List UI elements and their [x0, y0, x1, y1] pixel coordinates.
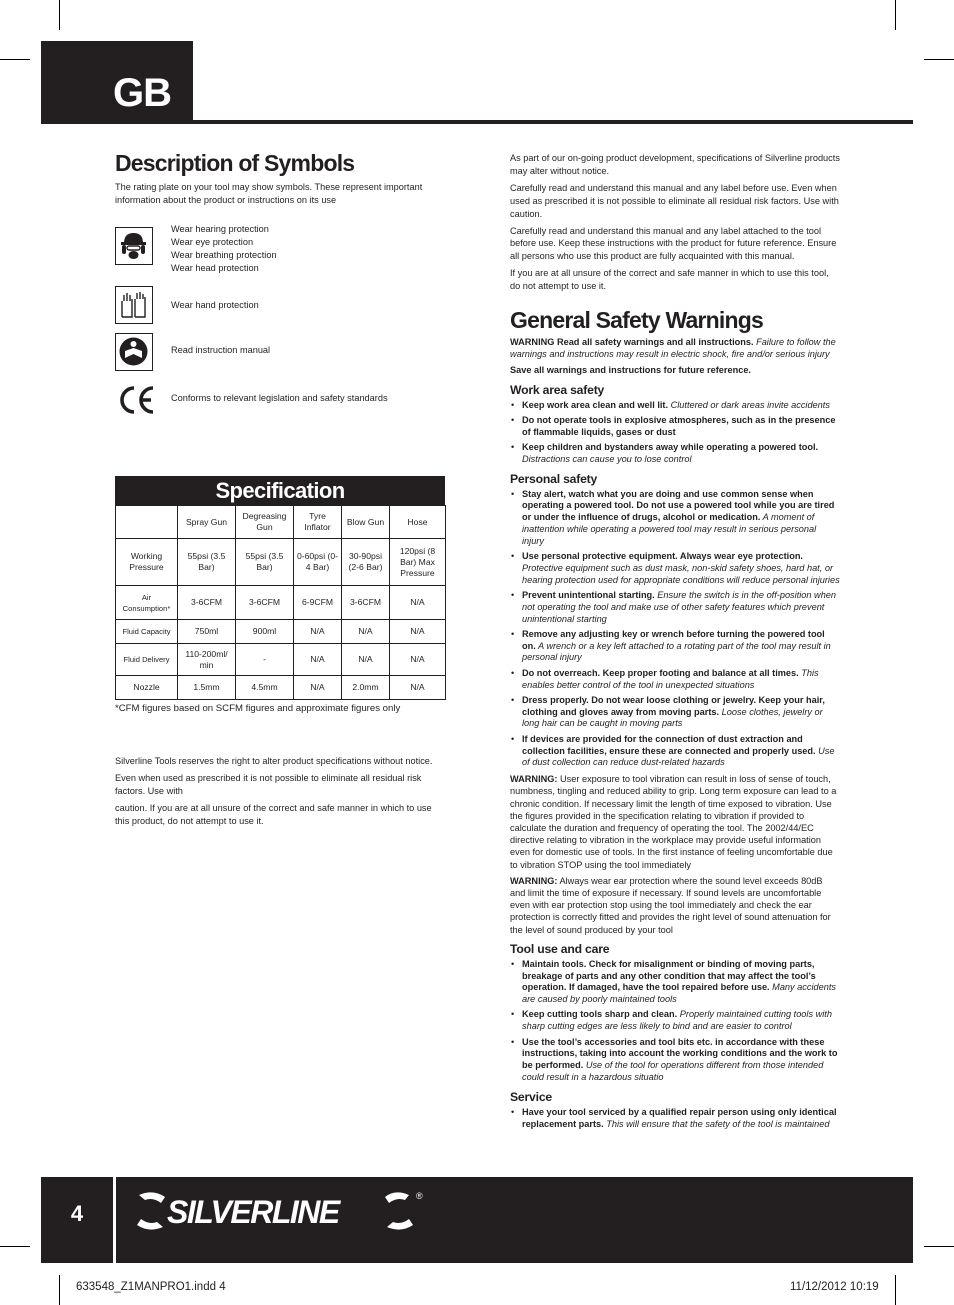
header-rule [41, 120, 913, 124]
crop-mark [895, 0, 896, 30]
print-slug-date: 11/12/2012 10:19 [790, 1281, 879, 1293]
row-label: Fluid Delivery [116, 644, 178, 676]
list-item: • Prevent unintentional starting. Ensure the switch is in the off-position when not operating the tool and make use of other safety features which prevent unintentional starting [510, 590, 840, 625]
row-label: Air Consumption* [116, 586, 178, 620]
vibration-warning: WARNING: User exposure to tool vibration can result in loss of sense of touch, numbness, tingling and reduced ability to grip. Long term exposure can lead to a chronic condition. If necessary limit the length of time exposed to vibration. Use the figures provided in the specification relating to vibration if provided to calculate the duration and frequency of operating the tool. The 2002/44/EC directive relating to vibration in the workplace may provide useful information even for domestic use of tools. In the first instance of feeling uncomfortable due to vibration STOP using the tool immediately [510, 774, 837, 870]
table-cell: N/A [390, 644, 446, 676]
table-cell: - [236, 644, 294, 676]
personal-safety-list [510, 489, 840, 770]
table-row [116, 620, 446, 644]
symbols-intro: The rating plate on your tool may show symbols. These represent important information about the product or instructions on its use [115, 182, 423, 205]
table-cell: 3-6CFM [342, 586, 390, 620]
crop-mark [59, 1275, 60, 1305]
section-heading: Work area safety [510, 382, 605, 397]
list-item: • Use the tool’s accessories and tool bits etc. in accordance with these instructions, taking into account the working conditions and the work to be performed. Use of the tool for operations different from those intended could result in a hazardous situatio [510, 1037, 840, 1084]
warning-intro: WARNING Read all safety warnings and all instructions. Failure to follow the warnings and instructions may result in electric shock, fire and/or serious injury [510, 337, 836, 360]
table-cell: 3-6CFM [178, 586, 236, 620]
table-cell: 900ml [236, 620, 294, 644]
table-header: Degreasing Gun [236, 506, 294, 539]
table-cell: 4.5mm [236, 676, 294, 700]
symbol-label: Conforms to relevant legislation and safety standards [171, 393, 388, 403]
table-row [116, 506, 446, 539]
symbol-label: Read instruction manual [171, 345, 271, 355]
footer-divider [113, 1177, 116, 1263]
language-code: GB [113, 71, 171, 115]
table-cell: 30-90psi (2-6 Bar) [342, 539, 390, 586]
brand-wordmark: SILVERLINE [167, 1194, 339, 1230]
table-cell [116, 506, 178, 539]
list-item: • Use personal protective equipment. Always wear eye protection. Protective equipment such as dust mask, non-skid safety shoes, hard hat, or hearing protection used for appropriate conditions will reduce personal injuries [510, 551, 840, 586]
gloves-icon [115, 286, 153, 324]
spec-grid [115, 505, 446, 700]
list-item: • Do not overreach. Keep proper footing and balance at all times. This enables better control of the tool in unexpected situations [510, 668, 840, 692]
page-number: 4 [70, 1201, 84, 1226]
list-item: • Keep work area clean and well lit. Cluttered or dark areas invite accidents [510, 400, 840, 412]
list-item: • Have your tool serviced by a qualified repair person using only identical replacement parts. This will ensure that the safety of the tool is maintained [510, 1107, 840, 1131]
table-cell: 0-60psi (0-4 Bar) [294, 539, 342, 586]
registered-mark: ® [416, 1191, 423, 1201]
table-cell: 6-9CFM [294, 586, 342, 620]
crop-mark [0, 1246, 30, 1247]
section-heading: Service [510, 1089, 552, 1104]
table-header: Hose [390, 506, 446, 539]
spec-footnote: *CFM figures based on SCFM figures and approximate figures only [115, 703, 401, 714]
table-cell: 55psi (3.5 Bar) [236, 539, 294, 586]
crop-mark [924, 59, 954, 60]
list-item: • If devices are provided for the connection of dust extraction and collection facilities, ensure these are connected and properly used. Use of dust collection can reduce dust-related hazards [510, 734, 840, 769]
table-cell: N/A [294, 676, 342, 700]
table-cell: 55psi (3.5 Bar) [178, 539, 236, 586]
left-disclaimer: Silverline Tools reserves the right to alter product specifications without notice. Even when used as prescribed it is not possible to eliminate all residual risk factors. Use with caution. If you are at all unsure of the correct and safe manner in which to use this product, do not attempt to use it. [115, 756, 433, 826]
table-header: Tyre Inflator [294, 506, 342, 539]
service-list [510, 1107, 840, 1131]
crop-mark [895, 1275, 896, 1305]
table-cell: N/A [294, 620, 342, 644]
list-item: • Keep children and bystanders away while operating a powered tool. Distractions can cause you to lose control [510, 442, 840, 466]
table-row [116, 539, 446, 586]
table-cell: 750ml [178, 620, 236, 644]
save-instructions: Save all warnings and instructions for future reference. [510, 365, 751, 376]
table-cell: 3-6CFM [236, 586, 294, 620]
ce-mark-icon [115, 382, 159, 418]
table-row [116, 586, 446, 620]
silverline-logo [133, 1187, 433, 1235]
safety-warnings [510, 336, 840, 1134]
crop-mark [924, 1246, 954, 1247]
table-cell: N/A [294, 644, 342, 676]
specification-table [115, 476, 445, 700]
section-heading: Personal safety [510, 471, 598, 486]
table-cell: N/A [390, 620, 446, 644]
list-item: • Stay alert, watch what you are doing and use common sense when operating a powered tool. Do not use a powered tool while you are tired or under the influence of drugs, alcohol or medication. A moment of inattention while operating a powered tool may result in serious personal injury [510, 489, 840, 548]
table-cell: 1.5mm [178, 676, 236, 700]
table-row [116, 644, 446, 676]
ppe-head-icon [115, 227, 153, 265]
work-area-list [510, 400, 840, 466]
table-cell: N/A [390, 586, 446, 620]
table-header: Spray Gun [178, 506, 236, 539]
footer-bar [41, 1177, 913, 1263]
list-item: • Dress properly. Do not wear loose clothing or jewelry. Keep your hair, clothing and gloves away from moving parts. Loose clothes, jewelry or long hair can be caught in moving parts [510, 695, 840, 730]
right-intro: As part of our on-going product development, specifications of Silverline products may alter without notice. Carefully read and understand this manual and any label before use. Even when used as prescribed it is not possible to eliminate all residual risk factors. Use with caution. Carefully read and understand this manual and any label attached to the tool before use. Keep these instructions with the product for future reference. Ensure all persons who use this product are fully acquainted with this manual. If you are at all unsure of the correct and safe manner in which to use this tool, do not attempt to use it. [510, 153, 840, 292]
table-header: Blow Gun [342, 506, 390, 539]
section-heading: Tool use and care [510, 941, 610, 956]
symbol-label: Wear hand protection [171, 300, 259, 310]
list-item: • Do not operate tools in explosive atmospheres, such as in the presence of flammable liquids, gases or dust [510, 415, 840, 439]
table-cell: 110-200ml/ min [178, 644, 236, 676]
list-item: • Remove any adjusting key or wrench before turning the powered tool on. A wrench or a key left attached to a rotating part of the tool may result in personal injury [510, 629, 840, 664]
table-row [116, 676, 446, 700]
symbols-title: Description of Symbols [115, 150, 355, 176]
gsw-title: General Safety Warnings [510, 307, 763, 333]
table-cell: 120psi (8 Bar) Max Pressure [390, 539, 446, 586]
table-cell: N/A [342, 620, 390, 644]
noise-warning: WARNING: Always wear ear protection where the sound level exceeds 80dB and limit the time of exposure if necessary. If sound levels are uncomfortable even with ear protection stop using the tool immediately and check the ear protection is correctly fitted and provides the right level of sound attenuation for the level of sound produced by your tool [510, 875, 831, 935]
crop-mark [59, 0, 60, 30]
language-tab [41, 41, 193, 124]
row-label: Fluid Capacity [116, 620, 178, 644]
crop-mark [0, 59, 30, 60]
manual-icon [115, 333, 153, 371]
list-item: • Maintain tools. Check for misalignment or binding of moving parts, breakage of parts and any other condition that may affect the tool’s operation. If damaged, have the tool repaired before use. Many accidents are caused by poorly maintained tools [510, 959, 840, 1006]
symbol-label: Wear hearing protection Wear eye protection Wear breathing protection Wear head protection [171, 224, 277, 273]
table-cell: N/A [342, 644, 390, 676]
tool-use-list [510, 959, 840, 1084]
table-cell: N/A [390, 676, 446, 700]
table-cell: 2.0mm [342, 676, 390, 700]
row-label: Working Pressure [116, 539, 178, 586]
list-item: • Keep cutting tools sharp and clean. Properly maintained cutting tools with sharp cutting edges are less likely to bind and are easier to control [510, 1009, 840, 1033]
row-label: Nozzle [116, 676, 178, 700]
spec-title: Specification [115, 476, 445, 505]
print-slug-file: 633548_Z1MANPRO1.indd 4 [76, 1281, 226, 1293]
